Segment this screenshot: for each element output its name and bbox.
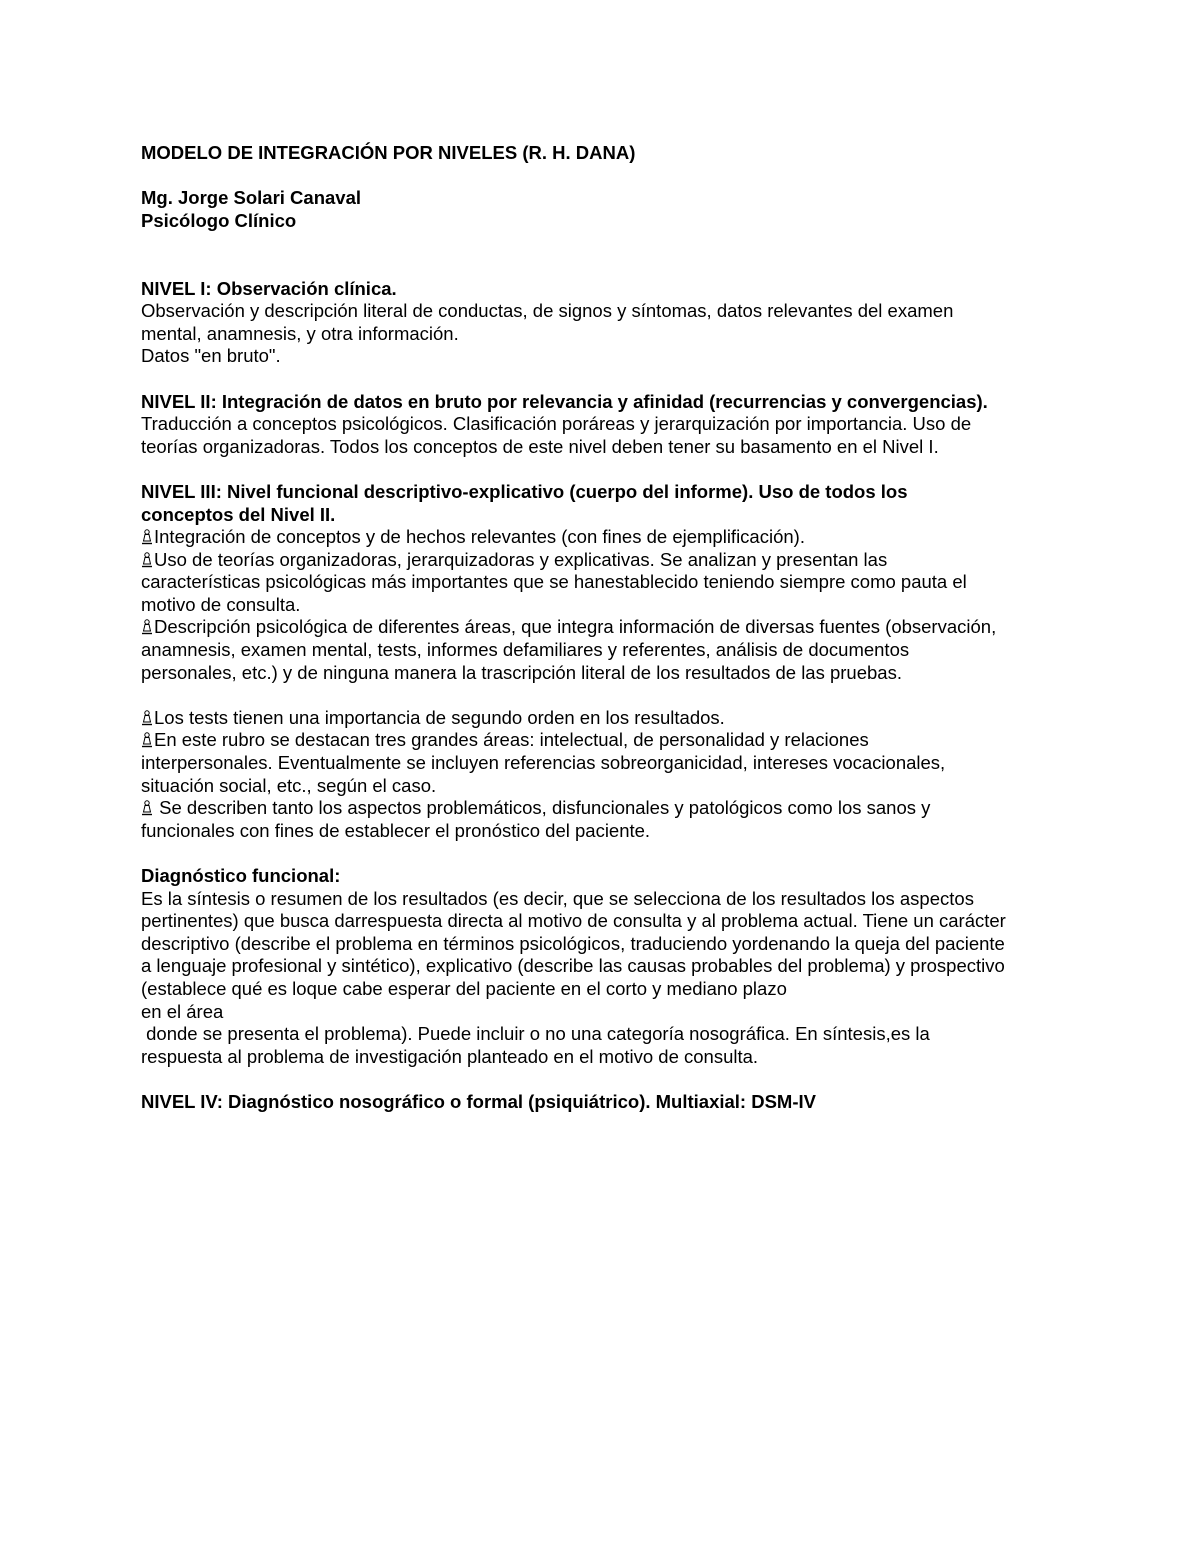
bullet-item: En este rubro se destacan tres grandes áreas: intelectual, de personalidad y relaciones <box>141 729 1071 752</box>
document-page <box>141 142 1071 1114</box>
nivel2-heading: NIVEL II: Integración de datos en bruto por relevancia y afinidad (recurrencias y convergencias). <box>141 390 988 412</box>
pawn-bullet-icon <box>141 552 153 568</box>
bullet-item: Descripción psicológica de diferentes áreas, que integra información de diversas fuentes (observación, <box>141 616 1071 639</box>
diagnostico-line: donde se presenta el problema). Puede incluir o no una categoría nosográfica. En síntesis,es la <box>141 1023 930 1045</box>
diagnostico-line: a lenguaje profesional y sintético), explicativo (describe las causas probables del problema) y prospectivo <box>141 955 1005 977</box>
bullet-item-cont: interpersonales. Eventualmente se incluyen referencias sobreorganicidad, intereses vocacionales, <box>141 752 946 774</box>
bullet-item-cont: situación social, etc., según el caso. <box>141 774 437 796</box>
bullet-item-cont: motivo de consulta. <box>141 593 301 615</box>
nivel4-heading: NIVEL IV: Diagnóstico nosográfico o formal (psiquiátrico). Multiaxial: DSM-IV <box>141 1090 816 1112</box>
diagnostico-line: respuesta al problema de investigación planteado en el motivo de consulta. <box>141 1045 759 1067</box>
nivel3-heading-cont: conceptos del Nivel II. <box>141 503 336 525</box>
nivel1-line: Datos "en bruto". <box>141 345 281 367</box>
bullet-item-cont: anamnesis, examen mental, tests, informes defamiliares y referentes, análisis de documentos <box>141 639 910 661</box>
author-name: Mg. Jorge Solari Canaval <box>141 187 362 209</box>
bullet-item: Uso de teorías organizadoras, jerarquizadoras y explicativas. Se analizan y presentan las <box>141 549 1071 572</box>
nivel1-heading: NIVEL I: Observación clínica. <box>141 277 397 299</box>
diagnostico-line: descriptivo (describe el problema en términos psicológicos, traduciendo yordenando la queja del paciente <box>141 932 1005 954</box>
diagnostico-heading: Diagnóstico funcional: <box>141 865 341 886</box>
pawn-bullet-icon <box>141 710 153 726</box>
bullet-item-cont: características psicológicas más importantes que se hanestablecido teniendo siempre como pauta el <box>141 571 967 593</box>
nivel2-line: Traducción a conceptos psicológicos. Clasificación poráreas y jerarquización por importancia. Uso de <box>141 413 972 435</box>
pawn-bullet-icon <box>141 619 153 635</box>
bullet-item: Se describen tanto los aspectos problemáticos, disfuncionales y patológicos como los sanos y <box>141 797 1071 820</box>
bullet-item: Integración de conceptos y de hechos relevantes (con fines de ejemplificación). <box>141 526 1071 549</box>
document-title: MODELO DE INTEGRACIÓN POR NIVELES (R. H. DANA) <box>141 142 636 163</box>
nivel2-line: teorías organizadoras. Todos los conceptos de este nivel deben tener su basamento en el Nivel I. <box>141 435 939 457</box>
bullet-item-cont: personales, etc.) y de ninguna manera la trascripción literal de los resultados de las pruebas. <box>141 661 902 683</box>
bullet-item-cont: funcionales con fines de establecer el pronóstico del paciente. <box>141 819 651 841</box>
diagnostico-line: Es la síntesis o resumen de los resultados (es decir, que se selecciona de los resultados los aspectos <box>141 887 974 909</box>
author-role: Psicólogo Clínico <box>141 209 297 231</box>
pawn-bullet-icon <box>141 732 153 748</box>
bullet-item: Los tests tienen una importancia de segundo orden en los resultados. <box>141 707 1071 730</box>
nivel1-line: Observación y descripción literal de conductas, de signos y síntomas, datos relevantes del examen <box>141 300 954 322</box>
diagnostico-line: (establece qué es loque cabe esperar del paciente en el corto y mediano plazo <box>141 977 787 999</box>
pawn-bullet-icon <box>141 529 153 545</box>
nivel3-heading: NIVEL III: Nivel funcional descriptivo-explicativo (cuerpo del informe). Uso de todos los <box>141 480 908 502</box>
diagnostico-line: pertinentes) que busca darrespuesta directa al motivo de consulta y al problema actual. Tiene un carácter <box>141 910 1006 932</box>
pawn-bullet-icon <box>141 800 153 816</box>
diagnostico-line: en el área <box>141 1000 224 1022</box>
nivel1-line: mental, anamnesis, y otra información. <box>141 322 459 344</box>
